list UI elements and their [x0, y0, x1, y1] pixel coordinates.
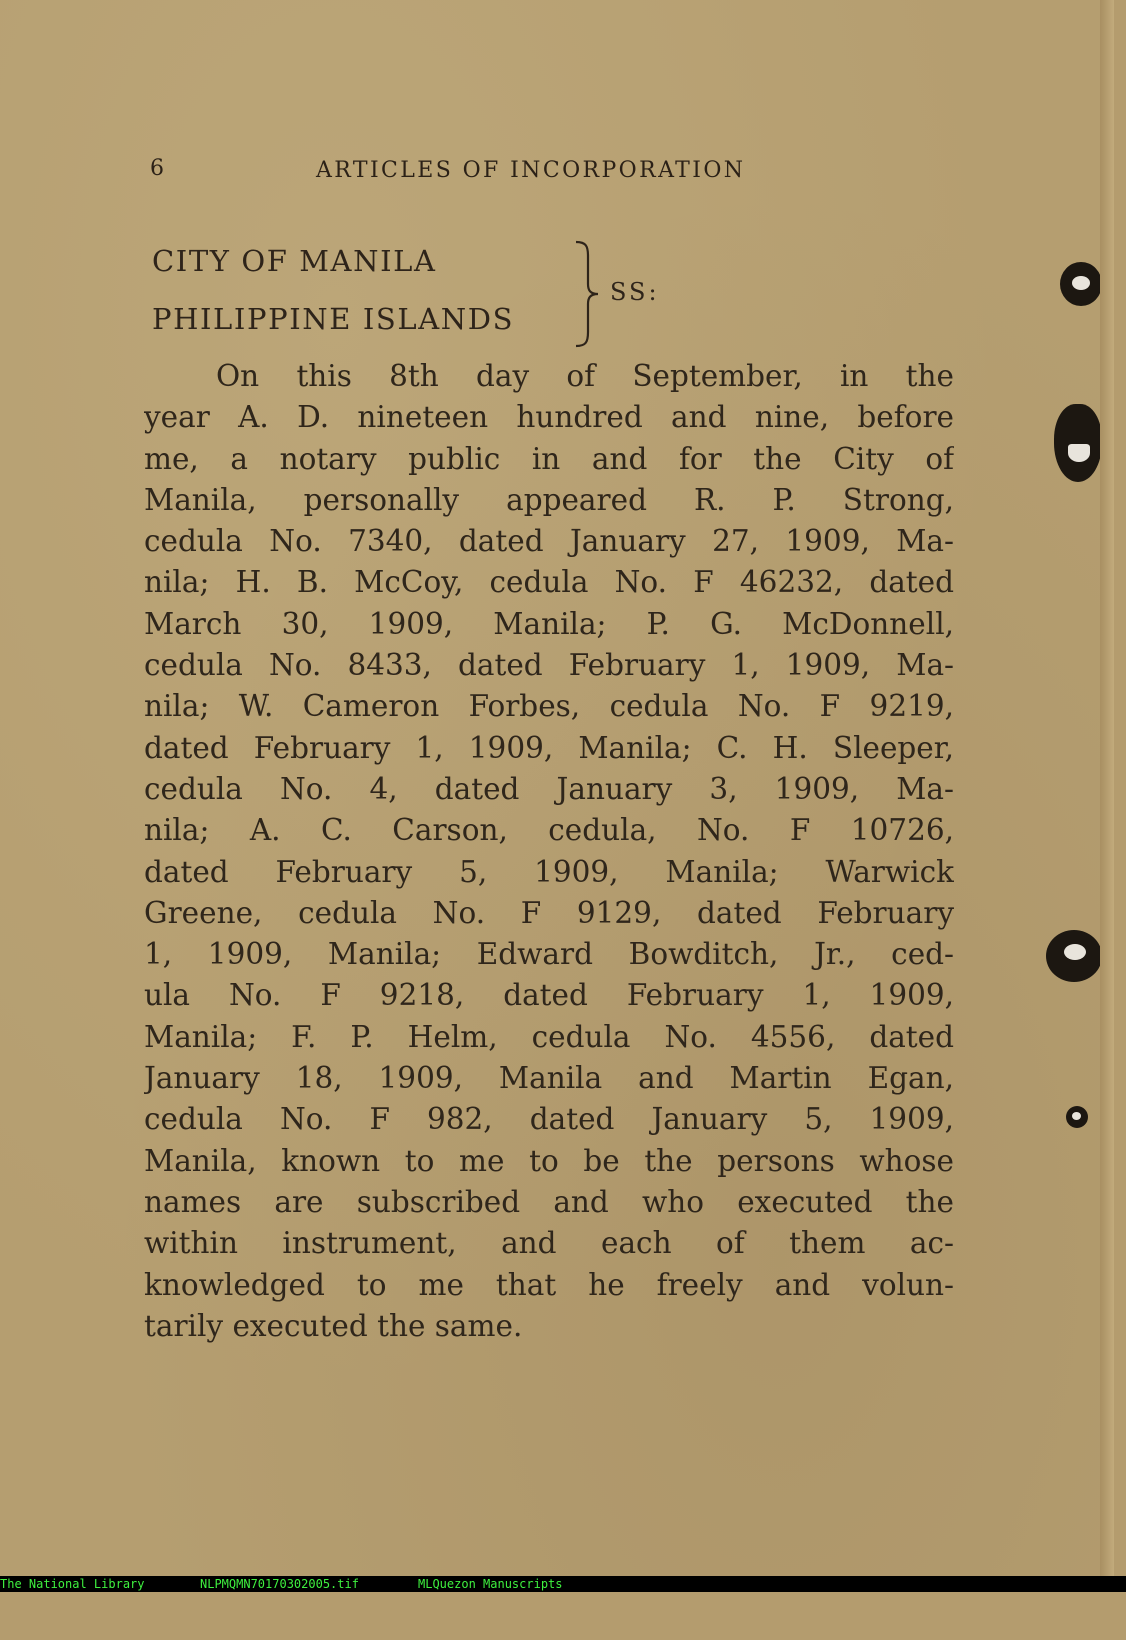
body-line: March 30, 1909, Manila; P. G. McDonnell,: [144, 606, 954, 641]
binding-hole-icon: [1054, 404, 1102, 482]
body-line: cedula No. 8433, dated February 1, 1909, Ma-: [144, 648, 954, 683]
venue-caption: [152, 240, 692, 350]
body-line: cedula No. 4, dated January 3, 1909, Ma-: [144, 771, 954, 806]
body-line: me, a notary public in and for the City of: [144, 441, 954, 476]
body-line: knowledged to me that he freely and volun-: [144, 1267, 954, 1302]
page-number: 6: [150, 156, 165, 181]
archive-footer-bar: [0, 1576, 1126, 1592]
binding-hole-icon: [1066, 1106, 1088, 1128]
page-edge: [1100, 0, 1114, 1576]
body-line: ula No. F 9218, dated February 1, 1909,: [144, 978, 954, 1013]
body-line: dated February 1, 1909, Manila; C. H. Sleeper,: [144, 730, 954, 765]
body-line: Manila; F. P. Helm, cedula No. 4556, dated: [144, 1019, 954, 1054]
body-line: within instrument, and each of them ac-: [144, 1226, 954, 1261]
body-line: nila; W. Cameron Forbes, cedula No. F 9219,: [144, 689, 954, 724]
body-line: 1, 1909, Manila; Edward Bowditch, Jr., ced-: [144, 937, 954, 972]
body-line: dated February 5, 1909, Manila; Warwick: [144, 854, 954, 889]
body-line: Greene, cedula No. F 9129, dated February: [144, 895, 954, 930]
caption-islands: PHILIPPINE ISLANDS: [152, 302, 515, 336]
body-line: On this 8th day of September, in the: [216, 359, 954, 393]
footer-filename: NLPMQMN70170302005.tif: [200, 1577, 359, 1591]
body-line: nila; A. C. Carson, cedula, No. F 10726,: [144, 813, 954, 848]
caption-city: CITY OF MANILA: [152, 244, 437, 278]
body-line: cedula No. 7340, dated January 27, 1909, Ma-: [144, 524, 954, 559]
body-line: January 18, 1909, Manila and Martin Egan,: [144, 1061, 954, 1096]
binding-hole-icon: [1060, 262, 1102, 306]
footer-institution: The National Library: [0, 1577, 145, 1591]
page-header: [150, 156, 810, 190]
body-line: tarily executed the same.: [144, 1308, 523, 1343]
body-line: names are subscribed and who executed the: [144, 1184, 954, 1219]
footer-collection: MLQuezon Manuscripts: [418, 1577, 563, 1591]
caption-ss: SS:: [610, 278, 660, 306]
body-line: year A. D. nineteen hundred and nine, before: [144, 400, 954, 435]
body-line: Manila, known to me to be the persons whose: [144, 1143, 954, 1178]
body-line: nila; H. B. McCoy, cedula No. F 46232, dated: [144, 565, 954, 600]
running-title: ARTICLES OF INCORPORATION: [316, 158, 746, 183]
body-line: Manila, personally appeared R. P. Strong,: [144, 482, 954, 517]
notarial-acknowledgment: [144, 356, 954, 1347]
binding-hole-icon: [1046, 930, 1102, 982]
body-line: cedula No. F 982, dated January 5, 1909,: [144, 1102, 954, 1137]
curly-brace-icon: [572, 240, 602, 348]
